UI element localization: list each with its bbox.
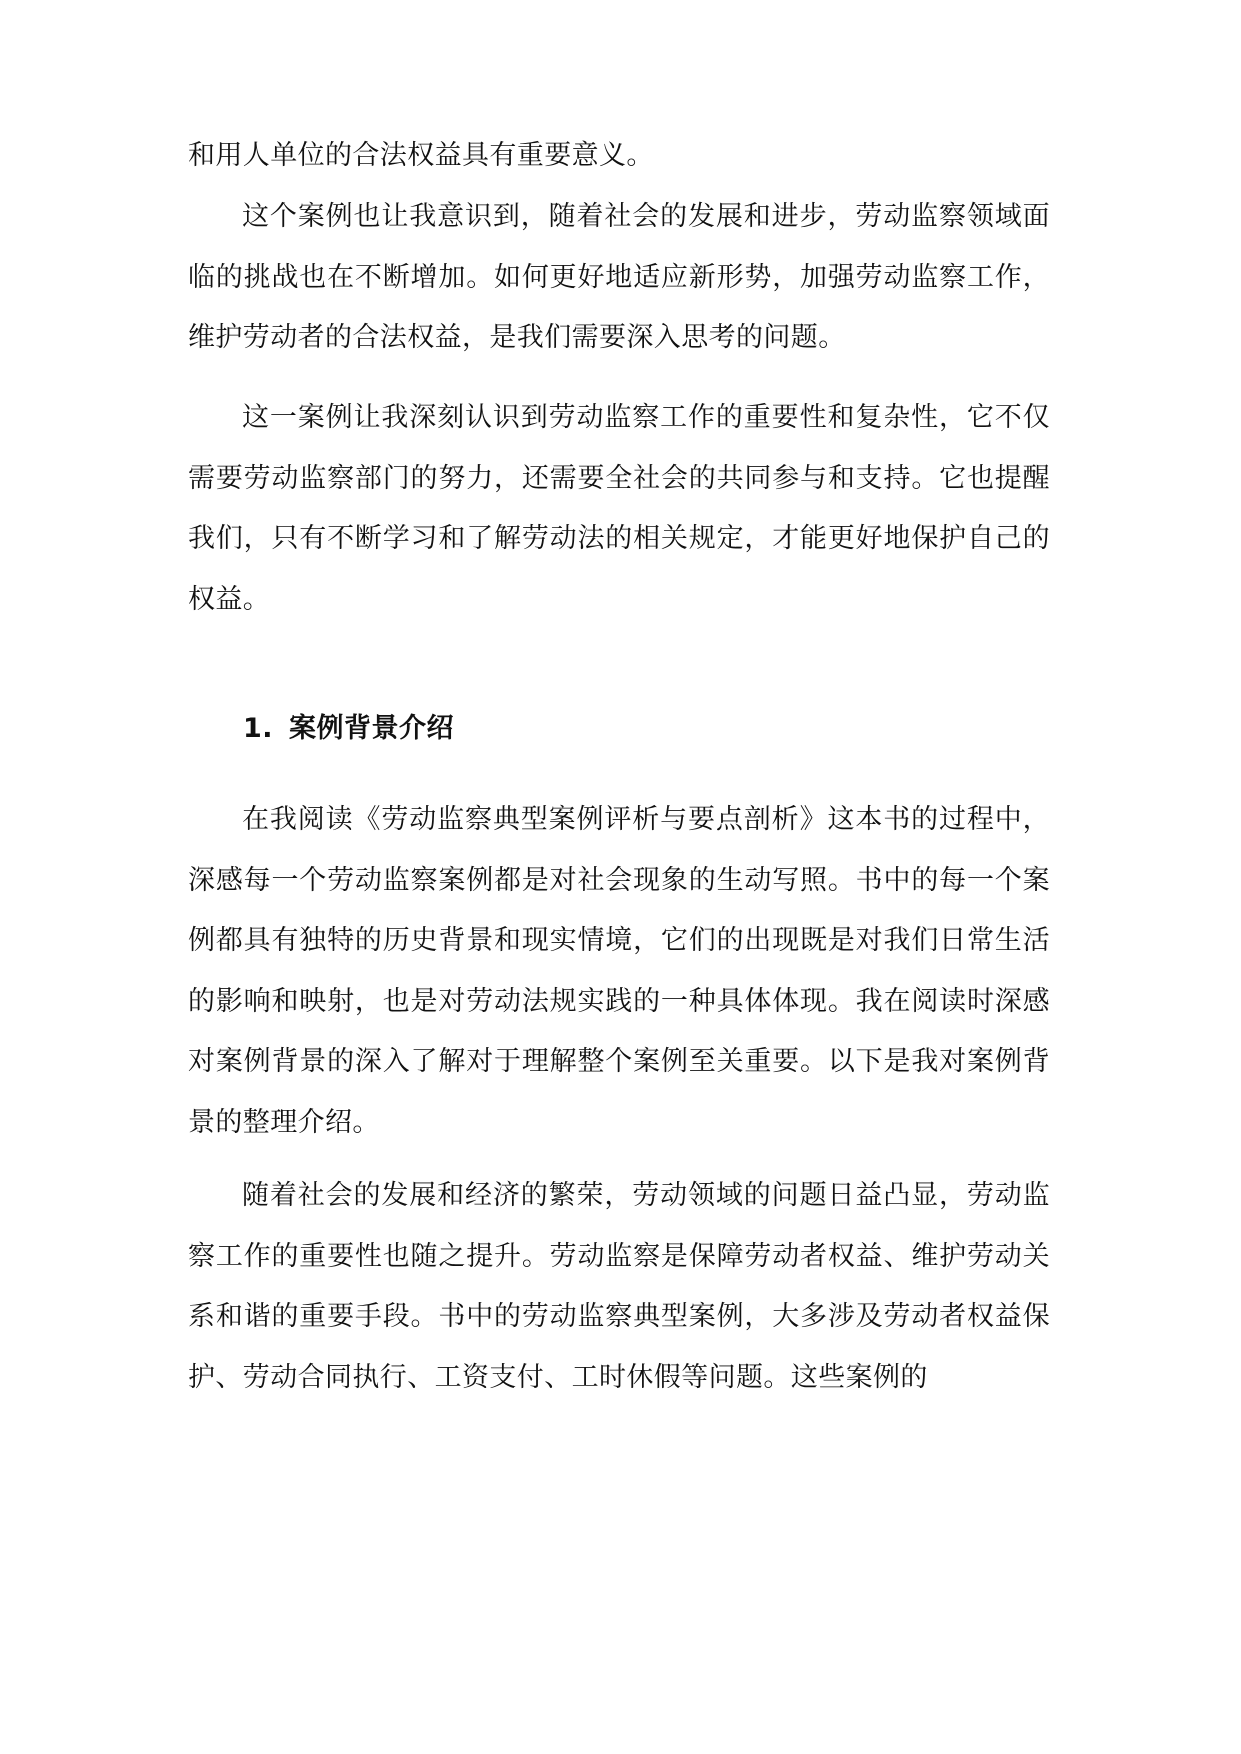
section-heading — [243, 706, 454, 745]
paragraph-5: 随着社会的发展和经济的繁荣，劳动领域的问题日益凸显，劳动监察工作的重要性也随之提升。劳动监察是保障劳动者权益、维护劳动关系和谐的重要手段。书中的劳动监察典型案例，大多涉及劳动者权益保护、劳动合同执行、工资支付、工时休假等问题。这些案例的 — [188, 1180, 1050, 1393]
paragraph-continuation: 和用人单位的合法权益具有重要意义。 — [188, 140, 654, 171]
paragraph-3: 这一案例让我深刻认识到劳动监察工作的重要性和复杂性，它不仅需要劳动监察部门的努力，还需要全社会的共同参与和支持。它也提醒我们，只有不断学习和了解劳动法的相关规定，才能更好地保护自己的权益。 — [188, 402, 1050, 615]
section-number: 1. — [243, 713, 274, 744]
section-title: 案例背景介绍 — [289, 713, 455, 744]
paragraph-2: 这个案例也让我意识到，随着社会的发展和进步，劳动监察领域面临的挑战也在不断增加。如何更好地适应新形势，加强劳动监察工作，维护劳动者的合法权益，是我们需要深入思考的问题。 — [188, 201, 1050, 353]
paragraph-4: 在我阅读《劳动监察典型案例评析与要点剖析》这本书的过程中，深感每一个劳动监察案例都是对社会现象的生动写照。书中的每一个案例都具有独特的历史背景和现实情境，它们的出现既是对我们日常生活的影响和映射，也是对劳动法规实践的一种具体体现。我在阅读时深感对案例背景的深入了解对于理解整个案例至关重要。以下是我对案例背景的整理介绍。 — [188, 804, 1050, 1138]
